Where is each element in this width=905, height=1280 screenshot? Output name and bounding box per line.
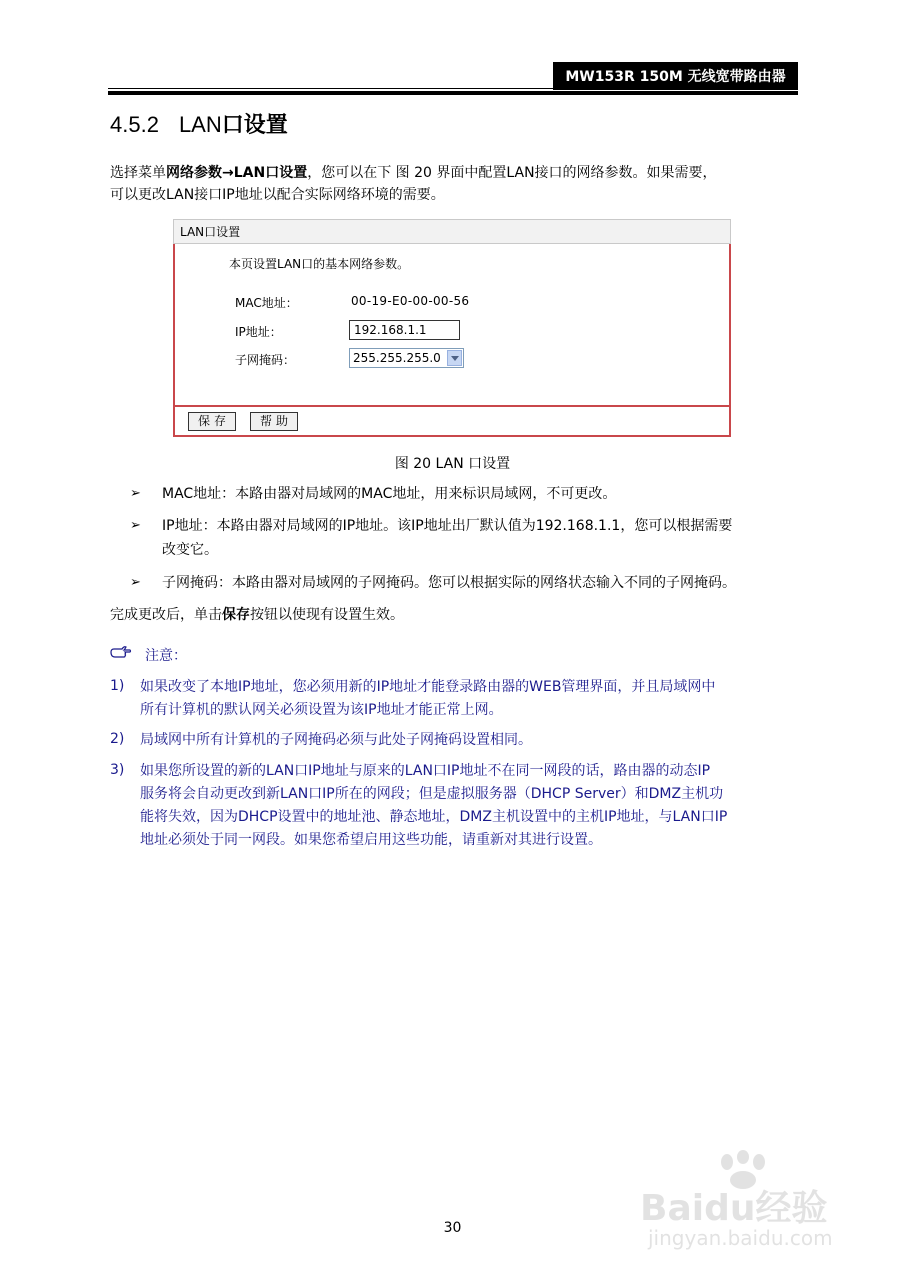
intro-line-2: 可以更改LAN接口IP地址以配合实际网络环境的需要。: [110, 187, 445, 203]
section-number: 4.5.2: [110, 112, 159, 137]
intro-line-1: [110, 162, 717, 184]
ip-label: IP地址：: [235, 325, 282, 339]
note-1-line-2: 所有计算机的默认网关必须设置为该IP地址才能正常上网。: [140, 702, 503, 718]
finish-text: 完成更改后，单击: [110, 607, 222, 623]
finish-sentence: [110, 604, 404, 626]
header-rule-thick: [108, 91, 798, 95]
intro-text: ，您可以在下 图 20 界面中配置LAN接口的网络参数。如果需要，: [307, 165, 717, 181]
mac-label: MAC地址：: [235, 296, 298, 310]
help-button[interactable]: 帮助: [250, 412, 298, 431]
subnet-mask-select[interactable]: [349, 348, 464, 368]
watermark-brand: Baidu经验: [640, 1188, 828, 1229]
section-title-cn: 口设置: [221, 113, 288, 138]
note-3-line-2: 服务将会自动更改到新LAN口IP所在的网段；但是虚拟服务器（DHCP Server）和DMZ主机功: [140, 786, 724, 802]
pointing-hand-icon: [110, 644, 132, 660]
finish-text: 按钮以使现有设置生效。: [250, 607, 404, 623]
note-number: 1): [110, 678, 125, 694]
note-1-line-1: 如果改变了本地IP地址，您必须用新的IP地址才能登录路由器的WEB管理界面，并且局域网中: [140, 679, 716, 695]
watermark-url: jingyan.baidu.com: [648, 1226, 833, 1250]
subnet-mask-value: 255.255.255.0: [353, 351, 441, 365]
section-title: [110, 108, 288, 139]
mac-value: 00-19-E0-00-00-56: [351, 294, 470, 308]
note-3-line-1: 如果您所设置的新的LAN口IP地址与原来的LAN口IP地址不在同一网段的话，路由器的动态IP: [140, 763, 711, 779]
note-number: 2): [110, 731, 125, 747]
subnet-mask-label: 子网掩码：: [235, 353, 296, 367]
bullet-ip: IP地址：本路由器对局域网的IP地址。该IP地址出厂默认值为192.168.1.1，您可以根据需要: [162, 518, 733, 534]
chevron-down-icon[interactable]: [447, 350, 462, 366]
panel-footer: [173, 405, 731, 437]
lan-settings-screenshot: [173, 219, 731, 437]
intro-text: 选择菜单: [110, 165, 166, 181]
panel-title: LAN口设置: [173, 219, 731, 244]
bullet-mac: MAC地址：本路由器对局域网的MAC地址，用来标识局域网，不可更改。: [162, 486, 617, 502]
bullet-mask: 子网掩码：本路由器对局域网的子网掩码。您可以根据实际的网络状态输入不同的子网掩码。: [162, 575, 736, 591]
menu-path: 网络参数→LAN口设置: [166, 165, 308, 181]
note-3-line-4: 地址必须处于同一网段。如果您希望启用这些功能，请重新对其进行设置。: [140, 832, 602, 848]
note-3-line-3: 能将失效，因为DHCP设置中的地址池、静态地址，DMZ主机设置中的主机IP地址，与LAN口IP: [140, 809, 728, 825]
figure-caption: 图 20 LAN 口设置: [394, 456, 511, 472]
note-2-line-1: 局域网中所有计算机的子网掩码必须与此处子网掩码设置相同。: [140, 732, 532, 748]
bullet-marker: ➢: [130, 518, 141, 533]
note-number: 3): [110, 762, 125, 778]
ip-address-input[interactable]: 192.168.1.1: [349, 320, 460, 340]
note-title: 注意：: [145, 648, 187, 664]
product-header: MW153R 150M 无线宽带路由器: [553, 62, 798, 90]
page-number: 30: [443, 1220, 462, 1236]
panel-description: 本页设置LAN口的基本网络参数。: [229, 257, 410, 271]
bullet-marker: ➢: [130, 486, 141, 501]
bullet-marker: ➢: [130, 575, 141, 590]
header-rule-thin: [108, 88, 798, 89]
save-keyword: 保存: [222, 607, 250, 623]
section-title-latin: LAN: [178, 112, 222, 137]
panel-body: [173, 244, 731, 405]
baidu-watermark: [640, 1150, 870, 1260]
bullet-ip-cont: 改变它。: [162, 542, 218, 558]
save-button[interactable]: 保存: [188, 412, 236, 431]
